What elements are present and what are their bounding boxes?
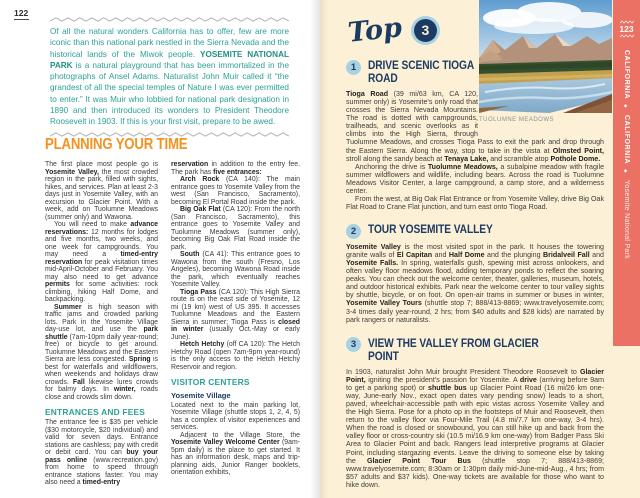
section-number-badge: 2	[346, 224, 361, 239]
page-number-rule	[14, 19, 29, 20]
tab-label-california-1: CALIFORNIA	[623, 50, 630, 100]
section-glacier-point	[346, 337, 604, 489]
top-3-number: 3	[414, 19, 437, 42]
squiggle-divider-top	[50, 17, 289, 22]
visitor-paragraph-1: Located next to the main parking lot, Yosemite Village (shuttle stops 1, 2, 4, 5) has a complex of visitor experiences and services.	[171, 401, 300, 431]
page-number-left-text: 122	[14, 8, 29, 18]
planning-your-time-heading	[45, 136, 212, 154]
tab-label-park: Yosemite National Park	[623, 179, 630, 259]
planning-paragraph-3: Summer is high season with traffic jams and crowded parking lots. Park in the Yosemite Village day-use lot, and use the park shuttle (7am-10pm daily year-round; free) or bicycle to get around. Tuolumne Meadows and the Eastern Sierra are less congested. Spring is best for waterfalls and wildflowers, when weekends and holidays draw crowds. Fall likewise lures crowds for balmy days. In winter, roads close and crowds slim down.	[45, 303, 158, 401]
diamond-separator-icon: ◆	[624, 168, 629, 175]
left-column-1	[45, 161, 158, 487]
photo-caption: TUOLUMNE MEADOWS	[479, 117, 555, 123]
section-3-header	[346, 337, 604, 364]
intro-paragraph: Of all the natural wonders California has to offer, few are more iconic than this national park nestled in the Sierra Nevada and the historical lands of the Miwok people. YOSEMITE NATIONAL PARK is a natural playground that has been immortalized in the photographs of Ansel Adams. Naturalist John Muir called it “the grandest of all the special temples of Nature I was ever permitted to enter.” It was Muir who lobbied for national park designation in 1890 and then introduced its wonders to President Theodore Roosevelt in 1903. If this is your first visit, prepare to be awed.	[50, 27, 289, 127]
section-1-paragraph-1: Tioga Road (39 mi/63 km, CA 120, summer only) is Yosemite’s only road that crosses the Sierra Nevada Mountains. The road is dotted with campgrounds, trailheads, and scenic overlooks as it climbs into the High Sierra, through Tuolumne Meadows, and crosses Tioga Pass to exit the park and drop through the Eastern Sierra. Along the way, stop to take in the vista at Olmsted Point, stroll along the sandy beach at Tenaya Lake, and scramble atop Pothole Dome.	[346, 89, 604, 163]
right-page	[320, 0, 640, 498]
section-3-title: VIEW THE VALLEY FROM GLACIER POINT	[368, 335, 539, 364]
diamond-separator-icon: ◆	[624, 104, 629, 110]
section-3-body	[346, 368, 604, 489]
entrance-item-south: South (CA 41): This entrance goes to Wawona from the south (Fresno, Los Angeles), becoming Wawona Road inside the park, which eventually reaches Yosemite Valley.	[171, 251, 300, 288]
section-1-paragraph-2: Anchoring the drive is Tuolumne Meadows, a subalpine meadow with fragile summer wildflowers and wildlife, including bears. Across the road is Tuolumne Meadows Visitor Center, a large campground, a camp store, and a wilderness center.	[346, 162, 605, 195]
entrance-item-hetch-hetchy: Hetch Hetchy (off CA 120): The Hetch Hetchy Road (open 7am-9pm year-round) is the only access to the Hetch Hetchy Reservoir and region.	[171, 341, 300, 371]
section-2-header	[346, 223, 604, 239]
entrance-item-big-oak-flat: Big Oak Flat (CA 120): From the north (San Francisco, Sacramento), this entrance goes to Yosemite Valley and Tuolumne Meadows (summer only), becoming Big Oak Flat Road inside the park.	[171, 206, 300, 251]
section-yosemite-valley	[346, 223, 604, 323]
left-page-columns	[45, 161, 300, 487]
tab-squiggle-bottom	[620, 34, 634, 38]
entrance-item-arch-rock: Arch Rock (CA 140): The main entrance goes to Yosemite Valley from the west (San Francisco, Sacramento), becoming El Portal Road inside the park.	[171, 176, 300, 206]
page-number-right-text: 123	[619, 24, 634, 34]
tab-label-california-2: CALIFORNIA	[623, 114, 630, 164]
left-column-2	[171, 161, 300, 487]
entrances-paragraph-1: The entrance fee is $35 per vehicle ($30 motorcycle, $20 individual) and valid for seven days. Entrance stations are cashless; pay with credit or debit card. You can buy your pass online (www.recreation.gov) from home to speed through entrance stations faster. You may also need a timed-entry	[45, 419, 158, 486]
section-3-paragraph-1: In 1903, naturalist John Muir brought President Theodore Roosevelt to Glacier Point, igniting the president’s passion for Yosemite. A drive (arriving before 9am to get a parking spot) or shuttle bus up Glacier Point Road (16 mi/26 km one-way, June-early Nov., exact open dates vary pending snow) leads to a short, paved, wheelchair-accessible path with epic vistas across Yosemite Valley and the High Sierra. Pose for a photo op in the footsteps of Muir and Roosevelt, then return to the valley floor via Four-Mile Trail (4.8 mi/7.7 km one-way, 3-4 hrs). When the road is closed or snowbound, you can still hike up and back from the valley floor or cross-country ski (10.5 mi/16.9 km one-way) from Badger Pass Ski Area to Glacier Point and back. Rangers lead interpretive programs at Glacier Point, including stargazing events. Leave the driving to someone else by taking the Glacier Point Tour Bus (shuttle stop 7; 888/413-8869; www.travelyosemite.com; 8:30am or 1:30pm daily mid-June-mid-Aug., 4 hrs; from $57 adults and $37 kids). One-way tickets are available for those who want to hike down.	[346, 367, 604, 489]
tuolumne-meadows-photo	[479, 0, 612, 113]
planning-your-time-label: PLANNING YOUR TIME	[45, 136, 188, 153]
planning-paragraph-2: You will need to make advance reservations: 12 months for lodges and five months, two weeks, and one week for campgrounds. You may need a timed-entry reservation for peak visitation times mid-April-October and February. You may also need to get advance permits for some activities: rock climbing, hiking Half Dome, and backpacking.	[45, 221, 158, 303]
section-2-title: TOUR YOSEMITE VALLEY	[368, 222, 493, 237]
tab-vertical-labels	[623, 50, 630, 259]
section-2-paragraph-1: Yosemite Valley is the most visited spot in the park. It houses the towering granite walls of El Capitan and Half Dome and the plunging Bridalveil Fall and Yosemite Falls. In spring, waterfalls gush, spewing mist across onlookers, and often valley floor meadows flood, adding temporary ponds to reflect the soaring peaks. You can check out the welcome center, theater, galleries, museum, hotels, and outdoor historical exhibits. Park near the welcome center to tour valley sights by shuttle, bicycle, or on foot. On open-air trams in summer or buses in winter, Yosemite Valley Tours (shuttle stop 7; 888/413-8869; www.travelyosemite.com; 3-4 times daily year-round, 2 hrs; from $40 adults and $28 kids) are narrated by park rangers or naturalists.	[346, 242, 605, 324]
chapter-tab	[613, 0, 640, 346]
intro-box	[50, 17, 289, 137]
visitor-paragraph-2: Adjacent to the Village Store, the Yosemite Valley Welcome Center (9am-5pm daily) is the place to get started. It has an information desk, maps and trip-planning aids, Junior Ranger booklets, orientation exhibits,	[171, 431, 300, 476]
yosemite-village-subheading: Yosemite Village	[171, 391, 231, 400]
section-number-badge: 1	[346, 60, 361, 75]
entrances-and-fees-heading: ENTRANCES AND FEES	[45, 407, 146, 417]
section-number-badge: 3	[346, 337, 361, 352]
section-1-paragraph-3: From the west, at Big Oak Flat Entrance or from Yosemite Valley, drive Big Oak Flat Road to Crane Flat junction, and turn east onto Tioga Road.	[346, 195, 604, 212]
entrances-continued: reservation in addition to the entry fee. The park has five entrances:	[171, 161, 300, 176]
section-2-body	[346, 243, 604, 324]
top-script-label: Top	[346, 11, 404, 49]
page-number-left	[14, 8, 29, 20]
visitor-centers-heading: VISITOR CENTERS	[171, 377, 250, 387]
page-number-right	[619, 20, 633, 38]
entrance-item-tioga-pass: Tioga Pass (CA 120): This High Sierra route is on the east side of Yosemite, 12 mi (19 km) west of US 395. It accesses Tuolumne Meadows and the Eastern Sierra in summer; Tioga Pass is closed in winter (usually Oct.-May or early June).	[171, 288, 300, 341]
top-3-badge	[411, 16, 440, 45]
planning-paragraph-1: The first place most people go is Yosemite Valley, the most crowded region in the park, filled with sights, hikes, and services. Plan at least 2-3 days just in Yosemite Valley, with an excursion to Glacier Point. With a week, add on Tuolumne Meadows (summer only) and Wawona.	[45, 161, 158, 221]
section-1-title: DRIVE SCENIC TIOGA ROAD	[368, 58, 474, 86]
